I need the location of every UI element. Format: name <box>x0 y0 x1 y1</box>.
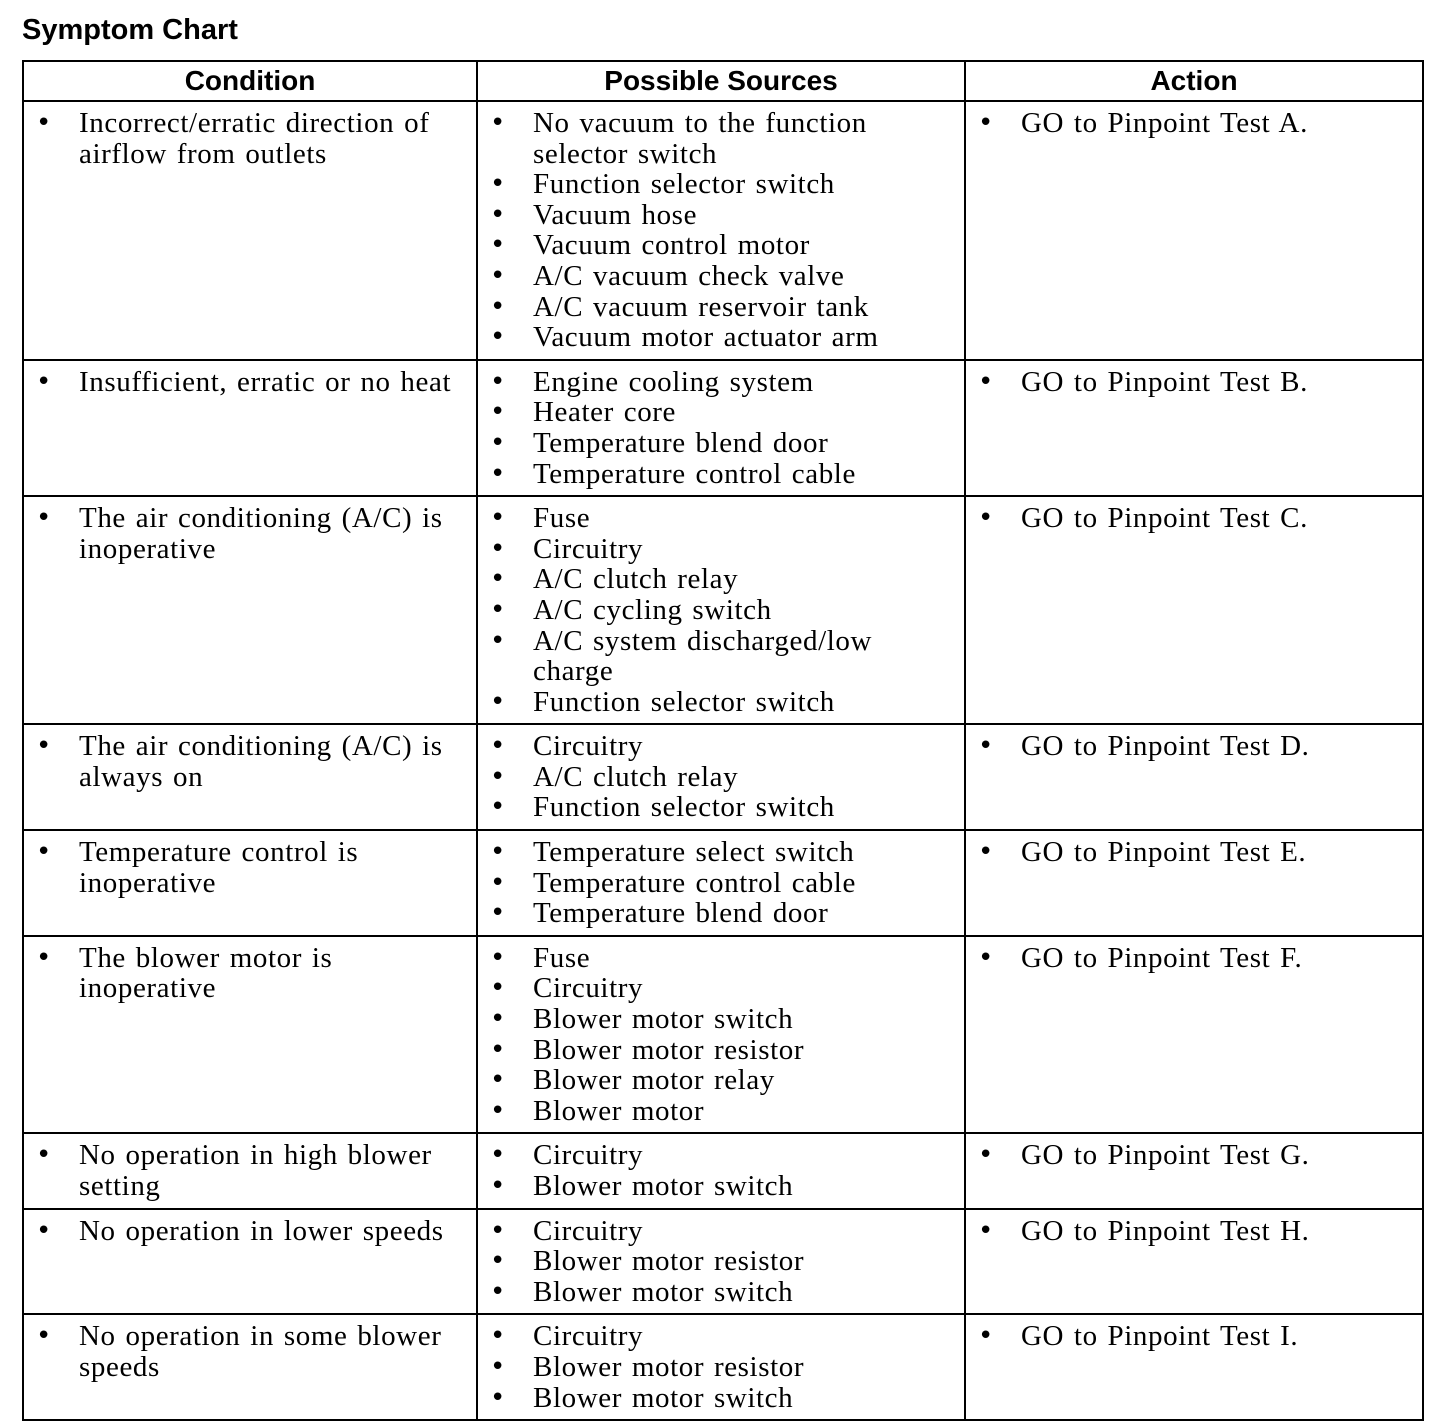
action-cell <box>965 936 1423 1134</box>
possible-sources-list <box>478 108 964 353</box>
table-row <box>23 830 1423 936</box>
condition-list <box>24 1216 476 1247</box>
table-row <box>23 496 1423 724</box>
possible-sources-cell <box>477 101 965 360</box>
condition-text: • The air conditioning (A/C) is inoperative <box>24 503 476 564</box>
action-text: • GO to Pinpoint Test B. <box>966 367 1422 398</box>
source-item: • A/C vacuum check valve <box>478 261 964 292</box>
action-header: Action <box>965 61 1423 101</box>
source-item: • Blower motor switch <box>478 1171 964 1202</box>
source-item: • Fuse <box>478 943 964 974</box>
page-title: Symptom Chart <box>22 14 238 46</box>
header-row <box>23 61 1423 101</box>
condition-list <box>24 837 476 898</box>
source-item: • Blower motor switch <box>478 1004 964 1035</box>
source-item: • Vacuum motor actuator arm <box>478 322 964 353</box>
condition-cell <box>23 1209 477 1315</box>
action-cell <box>965 1133 1423 1208</box>
condition-cell <box>23 936 477 1134</box>
condition-text: • No operation in high blower setting <box>24 1140 476 1201</box>
symptom-table <box>22 60 1424 1421</box>
condition-list <box>24 943 476 1004</box>
source-item: • Temperature blend door <box>478 428 964 459</box>
table-row <box>23 724 1423 830</box>
possible-sources-list <box>478 837 964 929</box>
source-item: • Function selector switch <box>478 687 964 718</box>
source-item: • Fuse <box>478 503 964 534</box>
source-item: • Function selector switch <box>478 792 964 823</box>
action-cell <box>965 101 1423 360</box>
condition-cell <box>23 360 477 496</box>
condition-text: • The blower motor is inoperative <box>24 943 476 1004</box>
action-text: • GO to Pinpoint Test G. <box>966 1140 1422 1171</box>
condition-list <box>24 731 476 792</box>
source-item: • Temperature control cable <box>478 459 964 490</box>
action-text: • GO to Pinpoint Test A. <box>966 108 1422 139</box>
condition-list <box>24 108 476 169</box>
possible-sources-list <box>478 943 964 1127</box>
condition-cell <box>23 1314 477 1420</box>
possible-sources-list <box>478 731 964 823</box>
action-list <box>966 943 1422 974</box>
source-item: • Circuitry <box>478 973 964 1004</box>
action-text: • GO to Pinpoint Test H. <box>966 1216 1422 1247</box>
condition-text: • Incorrect/erratic direction of airflow from outlets <box>24 108 476 169</box>
action-list <box>966 837 1422 868</box>
source-item: • Blower motor resistor <box>478 1246 964 1277</box>
condition-cell <box>23 830 477 936</box>
source-item: • Blower motor relay <box>478 1065 964 1096</box>
action-text: • GO to Pinpoint Test D. <box>966 731 1422 762</box>
condition-text: • No operation in lower speeds <box>24 1216 476 1247</box>
source-item: • A/C system discharged/low charge <box>478 626 964 687</box>
table-body <box>23 101 1423 1420</box>
action-cell <box>965 1314 1423 1420</box>
action-list <box>966 1140 1422 1171</box>
possible-sources-list <box>478 1321 964 1413</box>
condition-cell <box>23 1133 477 1208</box>
condition-cell <box>23 496 477 724</box>
action-list <box>966 1216 1422 1247</box>
condition-text: • Temperature control is inoperative <box>24 837 476 898</box>
condition-cell <box>23 724 477 830</box>
source-item: • A/C clutch relay <box>478 564 964 595</box>
action-text: • GO to Pinpoint Test E. <box>966 837 1422 868</box>
condition-list <box>24 1321 476 1382</box>
possible-sources-cell <box>477 496 965 724</box>
possible-sources-cell <box>477 724 965 830</box>
table-row <box>23 1314 1423 1420</box>
source-item: • Function selector switch <box>478 169 964 200</box>
possible-sources-header: Possible Sources <box>477 61 965 101</box>
action-list <box>966 108 1422 139</box>
condition-list <box>24 1140 476 1201</box>
action-cell <box>965 1209 1423 1315</box>
action-cell <box>965 496 1423 724</box>
source-item: • Temperature select switch <box>478 837 964 868</box>
source-item: • Blower motor switch <box>478 1383 964 1414</box>
source-item: • A/C cycling switch <box>478 595 964 626</box>
possible-sources-list <box>478 367 964 489</box>
source-item: • Circuitry <box>478 1321 964 1352</box>
source-item: • Circuitry <box>478 1140 964 1171</box>
action-list <box>966 367 1422 398</box>
action-list <box>966 1321 1422 1352</box>
table-row <box>23 1209 1423 1315</box>
action-cell <box>965 724 1423 830</box>
source-item: • Blower motor resistor <box>478 1035 964 1066</box>
source-item: • Heater core <box>478 397 964 428</box>
condition-cell <box>23 101 477 360</box>
condition-text: • Insufficient, erratic or no heat <box>24 367 476 398</box>
source-item: • Circuitry <box>478 731 964 762</box>
source-item: • Blower motor resistor <box>478 1352 964 1383</box>
source-item: • No vacuum to the function selector switch <box>478 108 964 169</box>
possible-sources-cell <box>477 360 965 496</box>
table-row <box>23 936 1423 1134</box>
condition-text: • No operation in some blower speeds <box>24 1321 476 1382</box>
action-cell <box>965 360 1423 496</box>
action-list <box>966 731 1422 762</box>
action-cell <box>965 830 1423 936</box>
action-text: • GO to Pinpoint Test C. <box>966 503 1422 534</box>
condition-list <box>24 503 476 564</box>
possible-sources-cell <box>477 830 965 936</box>
table-row <box>23 1133 1423 1208</box>
possible-sources-list <box>478 503 964 717</box>
table-row <box>23 101 1423 360</box>
source-item: • Circuitry <box>478 534 964 565</box>
possible-sources-cell <box>477 936 965 1134</box>
source-item: • Vacuum control motor <box>478 230 964 261</box>
action-text: • GO to Pinpoint Test I. <box>966 1321 1422 1352</box>
possible-sources-cell <box>477 1209 965 1315</box>
table-row <box>23 360 1423 496</box>
action-text: • GO to Pinpoint Test F. <box>966 943 1422 974</box>
source-item: • Temperature control cable <box>478 868 964 899</box>
source-item: • Blower motor <box>478 1096 964 1127</box>
source-item: • Vacuum hose <box>478 200 964 231</box>
source-item: • Circuitry <box>478 1216 964 1247</box>
source-item: • Blower motor switch <box>478 1277 964 1308</box>
condition-list <box>24 367 476 398</box>
possible-sources-cell <box>477 1314 965 1420</box>
possible-sources-list <box>478 1216 964 1308</box>
source-item: • A/C vacuum reservoir tank <box>478 292 964 323</box>
source-item: • Engine cooling system <box>478 367 964 398</box>
possible-sources-cell <box>477 1133 965 1208</box>
source-item: • Temperature blend door <box>478 898 964 929</box>
condition-text: • The air conditioning (A/C) is always on <box>24 731 476 792</box>
source-item: • A/C clutch relay <box>478 762 964 793</box>
possible-sources-list <box>478 1140 964 1201</box>
condition-header: Condition <box>23 61 477 101</box>
action-list <box>966 503 1422 534</box>
